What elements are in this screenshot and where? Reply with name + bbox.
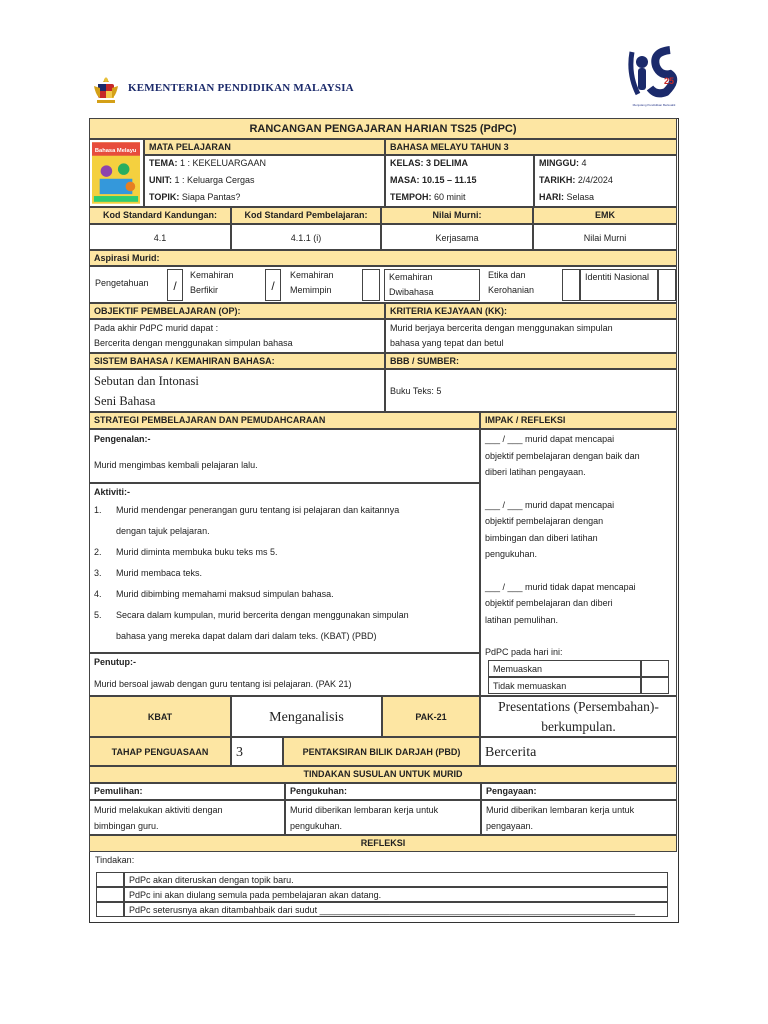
kriteria-line: Murid berjaya bercerita dengan menggunakan simpulan xyxy=(390,323,613,333)
sistem-label: SISTEM BAHASA / KEMAHIRAN BAHASA: xyxy=(89,353,385,369)
class-block xyxy=(385,155,534,207)
refleksi-option: PdPc ini akan diulang semula pada pembelajaran akan datang. xyxy=(124,887,668,902)
kandungan-value: 4.1 xyxy=(89,224,231,250)
objektif-text xyxy=(89,319,385,353)
malaysia-crest-icon xyxy=(92,76,120,106)
kbat-label: KBAT xyxy=(89,696,231,737)
hari-label: HARI: xyxy=(539,192,564,202)
kandungan-label: Kod Standard Kandungan: xyxy=(89,207,231,224)
impak-line: objektif pembelajaran dan diberi xyxy=(485,598,613,608)
pengayaan-text xyxy=(481,800,677,835)
tahap-value: 3 xyxy=(231,737,283,766)
aspirasi-mark-memimpin[interactable] xyxy=(362,269,380,301)
subject-value: BAHASA MELAYU TAHUN 3 xyxy=(385,139,677,155)
refleksi-label: REFLEKSI xyxy=(89,835,677,852)
aspirasi-item-pengetahuan: Pengetahuan xyxy=(95,278,149,288)
topik-label: TOPIK: xyxy=(149,192,180,202)
kbat-value: Menganalisis xyxy=(231,696,382,737)
refleksi-option-checkbox[interactable] xyxy=(96,887,124,902)
impak-line: diberi latihan pengayaan. xyxy=(485,467,586,477)
emk-value: Nilai Murni xyxy=(533,224,677,250)
impak-line: objektif pembelajaran dengan xyxy=(485,516,604,526)
plan-title: RANCANGAN PENGAJARAN HARIAN TS25 (PdPC) xyxy=(89,118,677,139)
tarikh-value: 2/4/2024 xyxy=(577,175,613,185)
kriteria-label: KRITERIA KEJAYAAN (KK): xyxy=(385,303,677,319)
aspirasi-item-berfikir: Kemahiran Berfikir xyxy=(190,270,234,295)
pengayaan-line: pengayaan. xyxy=(486,821,534,831)
textbook-cover-title: Bahasa Melayu xyxy=(94,147,137,154)
impak-line: pengukuhan. xyxy=(485,549,538,559)
pengenalan-section xyxy=(89,429,480,483)
tempoh-label: TEMPOH: xyxy=(390,192,432,202)
bbb-label: BBB / SUMBER: xyxy=(385,353,677,369)
aspirasi-item-memimpin: Kemahiran Memimpin xyxy=(290,270,334,295)
tindakan-susulan-label: TINDAKAN SUSULAN UNTUK MURID xyxy=(89,766,677,783)
ts25-caption: Menjulang Pendidikan Berkualiti xyxy=(632,103,676,107)
aktiviti-section xyxy=(89,483,480,653)
aspirasi-mark-pengetahuan[interactable]: / xyxy=(167,269,183,301)
topik-value: Siapa Pantas? xyxy=(181,192,241,202)
bbb-value: Buku Teks: 5 xyxy=(385,369,677,412)
option-memuaskan-checkbox[interactable] xyxy=(641,660,669,677)
tarikh-label: TARIKH: xyxy=(539,175,576,185)
unit-label: UNIT: xyxy=(149,175,172,185)
aktiviti-item: 4. Murid dibimbing memahami maksud simpulan bahasa. xyxy=(94,589,334,599)
emk-label: EMK xyxy=(533,207,677,224)
aspirasi-item-identiti: Identiti Nasional xyxy=(580,269,658,301)
impak-line: bimbingan dan diberi latihan xyxy=(485,532,598,543)
ts25-logo xyxy=(626,44,682,102)
impak-hari-ini: PdPC pada hari ini: xyxy=(485,647,563,657)
pak21-value-line: Presentations (Persembahan)- xyxy=(498,699,659,714)
hari-value: Selasa xyxy=(566,192,595,202)
impak-line: ___ / ___ murid dapat mencapai xyxy=(485,434,615,444)
penutup-section xyxy=(89,653,480,696)
objektif-line: Bercerita dengan menggunakan simpulan bahasa xyxy=(94,338,293,348)
unit-value: 1 : Keluarga Cergas xyxy=(174,175,255,185)
tema-value: 1 : KEKELUARGAAN xyxy=(180,158,267,168)
pbd-label: PENTAKSIRAN BILIK DARJAH (PBD) xyxy=(283,737,480,766)
pak21-value-line: berkumpulan. xyxy=(541,719,616,734)
aspirasi-mark-berfikir[interactable]: / xyxy=(265,269,281,301)
impak-line: latihan pemulihan. xyxy=(485,614,559,625)
minggu-value: 4 xyxy=(581,158,587,168)
nilai-label: Nilai Murni: xyxy=(381,207,533,224)
aktiviti-list xyxy=(94,500,475,647)
aktiviti-item: 5. Secara dalam kumpulan, murid bercerita dengan menggunakan simpulan bahasa yang mereka dapat dalam dari dalam teks. (KBAT) (PBD) xyxy=(94,610,409,641)
refleksi-option: PdPc seterusnya akan ditambahbaik dari sudut _______________________________________________________________ xyxy=(124,902,668,917)
pak21-value xyxy=(480,696,677,737)
penutup-label: Penutup:- xyxy=(94,657,136,667)
kriteria-line: bahasa yang tepat dan betul xyxy=(390,338,504,348)
pengukuhan-line: pengukuhan. xyxy=(290,821,343,831)
refleksi-option: PdPc akan diteruskan dengan topik baru. xyxy=(124,872,668,887)
kelas-text: KELAS: 3 DELIMA xyxy=(390,158,469,168)
minggu-label: MINGGU: xyxy=(539,158,579,168)
pengenalan-text: Murid mengimbas kembali pelajaran lalu. xyxy=(94,460,258,470)
pengukuhan-line: Murid diberikan lembaran kerja untuk xyxy=(290,805,439,815)
pengenalan-label: Pengenalan:- xyxy=(94,434,151,444)
aspirasi-label: Aspirasi Murid: xyxy=(89,250,677,266)
refleksi-option-checkbox[interactable] xyxy=(96,902,124,917)
tahap-label: TAHAP PENGUASAAN xyxy=(89,737,231,766)
impak-section xyxy=(480,429,677,696)
tempoh-value: 60 minit xyxy=(434,192,466,202)
objektif-label: OBJEKTIF PEMBELAJARAN (OP): xyxy=(89,303,385,319)
pemulihan-line: bimbingan guru. xyxy=(94,821,159,831)
pak21-label: PAK-21 xyxy=(382,696,480,737)
impak-line: ___ / ___ murid tidak dapat mencapai xyxy=(485,581,636,592)
pengukuhan-label: Pengukuhan: xyxy=(285,783,481,800)
pengukuhan-text xyxy=(285,800,481,835)
kriteria-text xyxy=(385,319,677,353)
impak-label: IMPAK / REFLEKSI xyxy=(480,412,677,429)
theme-block xyxy=(144,155,385,207)
textbook-cover xyxy=(89,139,144,207)
refleksi-option-checkbox[interactable] xyxy=(96,872,124,887)
nilai-value: Kerjasama xyxy=(381,224,533,250)
tema-label: TEMA: xyxy=(149,158,178,168)
pemulihan-line: Murid melakukan aktiviti dengan xyxy=(94,805,223,815)
aktiviti-item: 1. Murid mendengar penerangan guru tentang isi pelajaran dan kaitannya dengan tajuk pelajaran. xyxy=(94,505,400,536)
pbd-value: Bercerita xyxy=(480,737,677,766)
option-tidak-memuaskan-checkbox[interactable] xyxy=(641,677,669,694)
ministry-title: KEMENTERIAN PENDIDIKAN MALAYSIA xyxy=(128,82,354,94)
aktiviti-label: Aktiviti:- xyxy=(94,487,130,497)
pemulihan-text xyxy=(89,800,285,835)
aspirasi-item-dwibahasa: Kemahiran Dwibahasa xyxy=(384,269,480,301)
impak-line: objektif pembelajaran dengan baik dan xyxy=(485,450,640,461)
sistem-text xyxy=(89,369,385,412)
date-block xyxy=(534,155,677,207)
masa-text: MASA: 10.15 – 11.15 xyxy=(390,175,477,185)
pemulihan-label: Pemulihan: xyxy=(89,783,285,800)
aktiviti-item: 3. Murid membaca teks. xyxy=(94,568,203,578)
objektif-line: Pada akhir PdPC murid dapat : xyxy=(94,323,219,333)
aspirasi-mark-identiti[interactable] xyxy=(658,269,676,301)
subject-label: MATA PELAJARAN xyxy=(144,139,385,155)
penutup-text: Murid bersoal jawab dengan guru tentang isi pelajaran. (PAK 21) xyxy=(94,679,352,689)
pembelajaran-value: 4.1.1 (i) xyxy=(231,224,381,250)
aspirasi-item-etika: Etika dan Kerohanian xyxy=(488,270,535,295)
aktiviti-item: 2. Murid diminta membuka buku teks ms 5. xyxy=(94,547,278,557)
sistem-line: Sebutan dan Intonasi xyxy=(94,374,199,388)
svg-text:25: 25 xyxy=(664,76,675,86)
option-memuaskan: Memuaskan xyxy=(488,660,641,677)
strategi-label: STRATEGI PEMBELAJARAN DAN PEMUDAHCARAAN xyxy=(89,412,480,429)
option-tidak-memuaskan: Tidak memuaskan xyxy=(488,677,641,694)
impak-line: ___ / ___ murid dapat mencapai xyxy=(485,499,615,510)
tindakan-label: Tindakan: xyxy=(95,855,135,865)
textbook-cover-icon xyxy=(92,142,140,204)
aspirasi-mark-etika[interactable] xyxy=(562,269,580,301)
pengayaan-label: Pengayaan: xyxy=(481,783,677,800)
sistem-line: Seni Bahasa xyxy=(94,394,156,408)
pengayaan-line: Murid diberikan lembaran kerja untuk xyxy=(486,805,635,815)
pembelajaran-label: Kod Standard Pembelajaran: xyxy=(231,207,381,224)
